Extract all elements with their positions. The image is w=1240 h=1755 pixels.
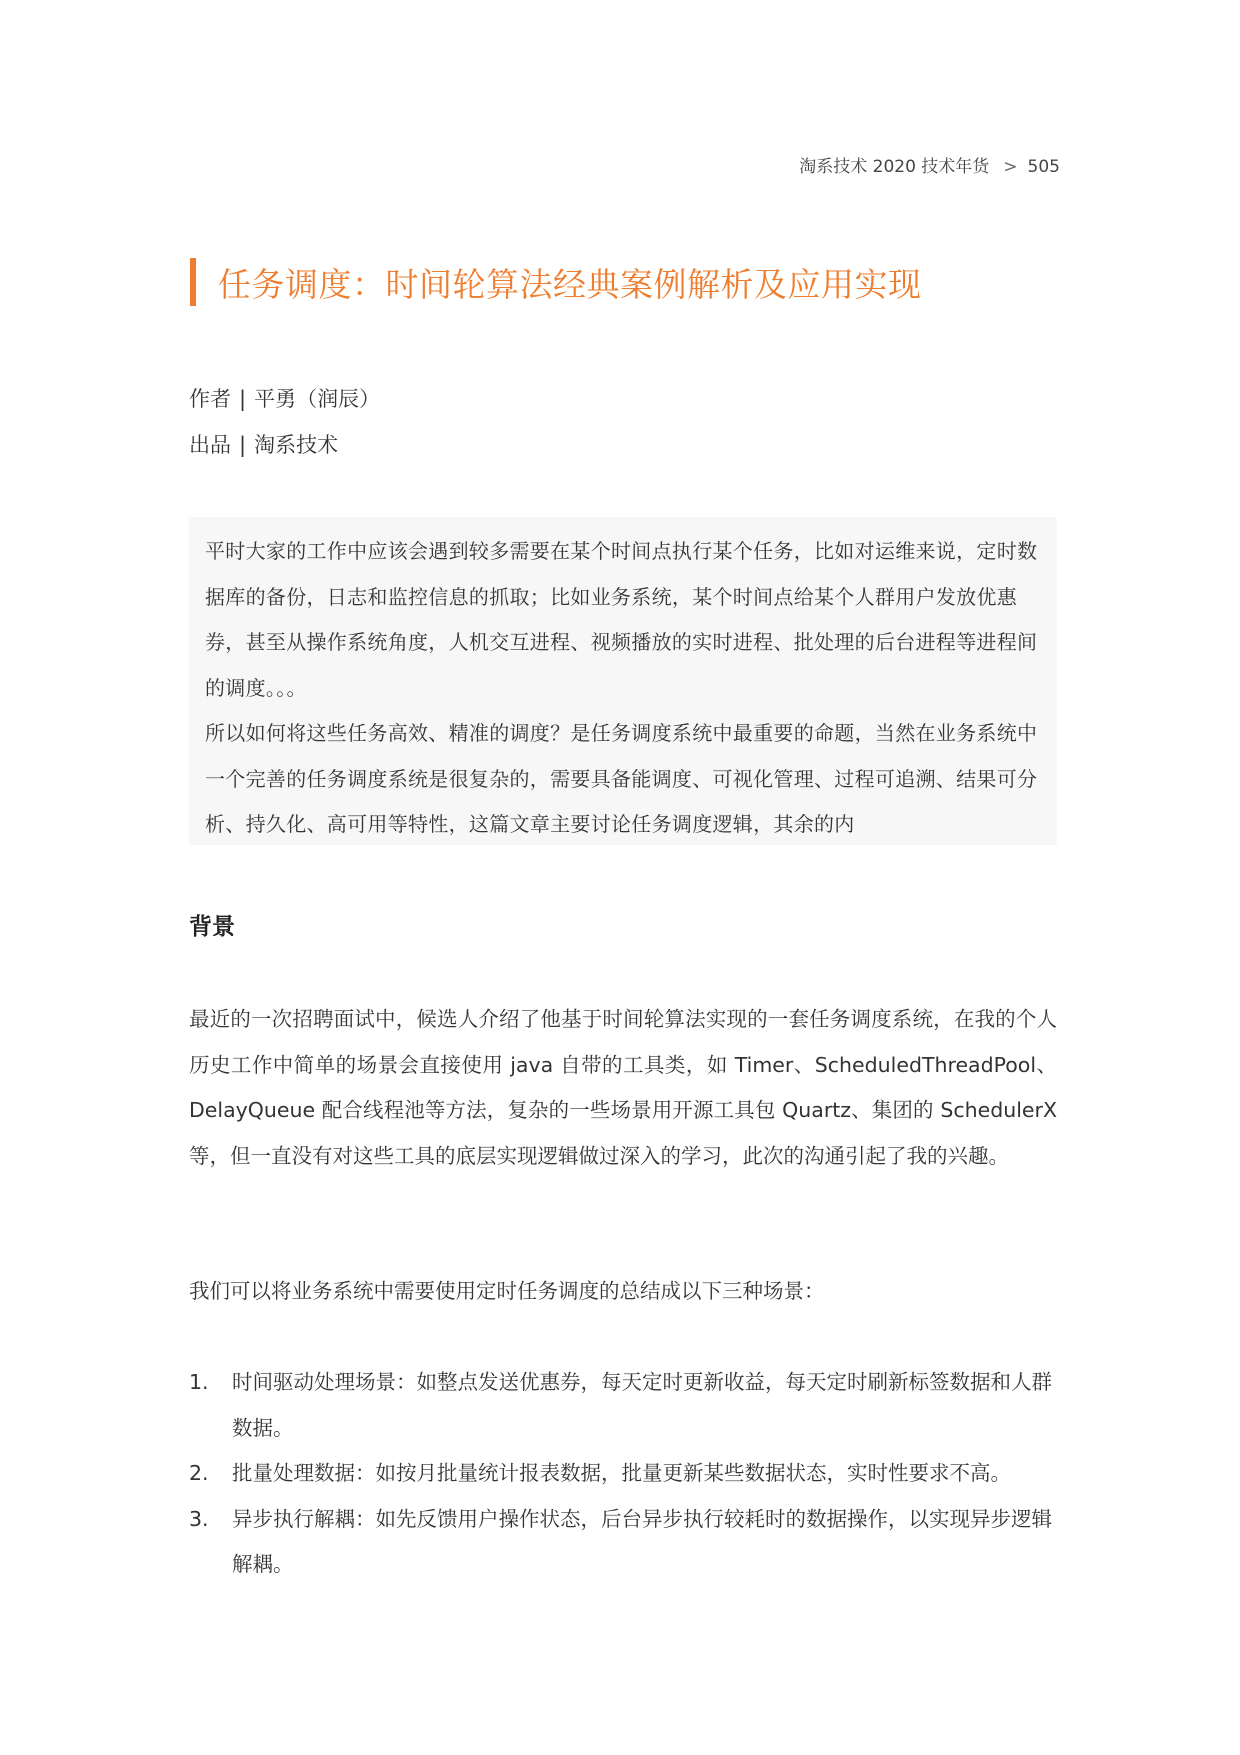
publisher-value: 淘系技术 bbox=[254, 433, 339, 457]
list-item bbox=[189, 1451, 1057, 1497]
header-separator: > bbox=[1003, 157, 1018, 177]
scenario-intro-paragraph: 我们可以将业务系统中需要使用定时任务调度的总结成以下三种场景： bbox=[189, 1279, 825, 1303]
author-label: 作者 bbox=[189, 387, 231, 411]
article-title-block bbox=[190, 258, 922, 306]
publisher-label: 出品 bbox=[189, 433, 231, 457]
article-title: 任务调度：时间轮算法经典案例解析及应用实现 bbox=[218, 264, 922, 304]
book-title: 淘系技术 2020 技术年货 bbox=[799, 157, 990, 177]
title-accent-bar bbox=[190, 258, 196, 306]
author-divider: | bbox=[239, 387, 247, 411]
publisher-divider: | bbox=[239, 433, 247, 457]
list-item bbox=[189, 1497, 1057, 1588]
abstract-box bbox=[189, 517, 1057, 845]
list-item-number: 2. bbox=[189, 1461, 209, 1485]
author-line bbox=[189, 383, 380, 413]
list-item-text: 异步执行解耦：如先反馈用户操作状态，后台异步执行较耗时的数据操作，以实现异步逻辑解耦。 bbox=[232, 1506, 1052, 1576]
list-item-number: 3. bbox=[189, 1506, 209, 1531]
list-item-text: 批量处理数据：如按月批量统计报表数据，批量更新某些数据状态，实时性要求不高。 bbox=[232, 1461, 1011, 1485]
author-value: 平勇（润辰） bbox=[254, 387, 381, 411]
section-heading: 背景 bbox=[189, 914, 235, 940]
publisher-line bbox=[189, 429, 338, 459]
abstract-paragraph-2: 所以如何将这些任务高效、精准的调度？是任务调度系统中最重要的命题，当然在业务系统中一个完善的任务调度系统是很复杂的，需要具备能调度、可视化管理、过程可追溯、结果可分析、持久化、高可用等特性，这篇文章主要讨论任务调度逻辑，其余的内 bbox=[205, 721, 1038, 836]
list-item bbox=[189, 1360, 1057, 1451]
scenario-list bbox=[189, 1360, 1057, 1588]
page-number: 505 bbox=[1027, 157, 1060, 177]
background-paragraph: 最近的一次招聘面试中，候选人介绍了他基于时间轮算法实现的一套任务调度系统，在我的个人历史工作中简单的场景会直接使用 java 自带的工具类，如 Timer、ScheduledThreadPool、DelayQueue 配合线程池等方法，复杂的一些场景用开源工具包 Quartz、集团的 SchedulerX 等，但一直没有对这些工具的底层实现逻辑做过深入的学习，此次的沟通引起了我的兴趣。 bbox=[189, 1007, 1057, 1168]
abstract-paragraph-1: 平时大家的工作中应该会遇到较多需要在某个时间点执行某个任务，比如对运维来说，定时数据库的备份，日志和监控信息的抓取；比如业务系统，某个时间点给某个人群用户发放优惠券，甚至从操作系统角度，人机交互进程、视频播放的实时进程、批处理的后台进程等进程间的调度。。。 bbox=[205, 539, 1038, 700]
list-item-text: 时间驱动处理场景：如整点发送优惠券，每天定时更新收益，每天定时刷新标签数据和人群数据。 bbox=[232, 1370, 1052, 1440]
page-header bbox=[799, 152, 1060, 177]
list-item-number: 1. bbox=[189, 1370, 209, 1394]
